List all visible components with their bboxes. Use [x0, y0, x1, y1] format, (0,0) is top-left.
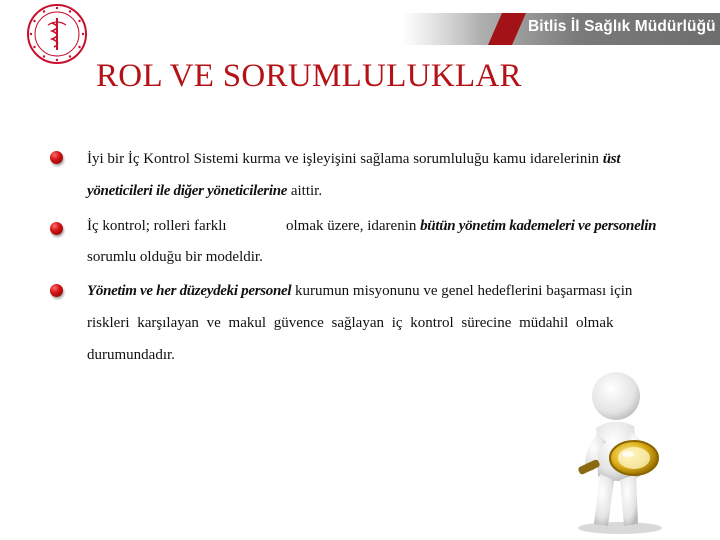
- bullet-1-line-2: yöneticileri ile diğer yöneticilerine aittir.: [87, 183, 323, 199]
- bullet-3-line-3: durumundadır.: [87, 347, 175, 363]
- bullet-marker: [50, 284, 63, 297]
- bullet-marker: [50, 151, 63, 164]
- bullet-3-line-2: riskleri karşılayan ve makul güvence sağlayan iç kontrol sürecine müdahil olmak: [87, 315, 614, 331]
- bullet-marker: [50, 222, 63, 235]
- bullet-3-line-1: Yönetim ve her düzeydeki personel kurumun misyonunu ve genel hedeflerini başarması için: [87, 283, 633, 299]
- bullet-2-line-1: İç kontrol; rolleri farklı: [87, 218, 227, 234]
- bullet-2-line-2: sorumlu olduğu bir modeldir.: [87, 249, 263, 265]
- bullet-2-line-1b: olmak üzere, idarenin bütün yönetim kademeleri ve personelin: [286, 218, 657, 234]
- institution-name: Bitlis İl Sağlık Müdürlüğü: [528, 18, 716, 35]
- figure-with-magnifying-glass-icon: [548, 368, 698, 536]
- bullet-1-line-1: İyi bir İç Kontrol Sistemi kurma ve işleyişini sağlama sorumluluğu kamu idarelerinin üst: [87, 151, 621, 167]
- slide-title: ROL VE SORUMLULUKLAR: [96, 58, 522, 94]
- ministry-emblem-icon: [26, 3, 88, 65]
